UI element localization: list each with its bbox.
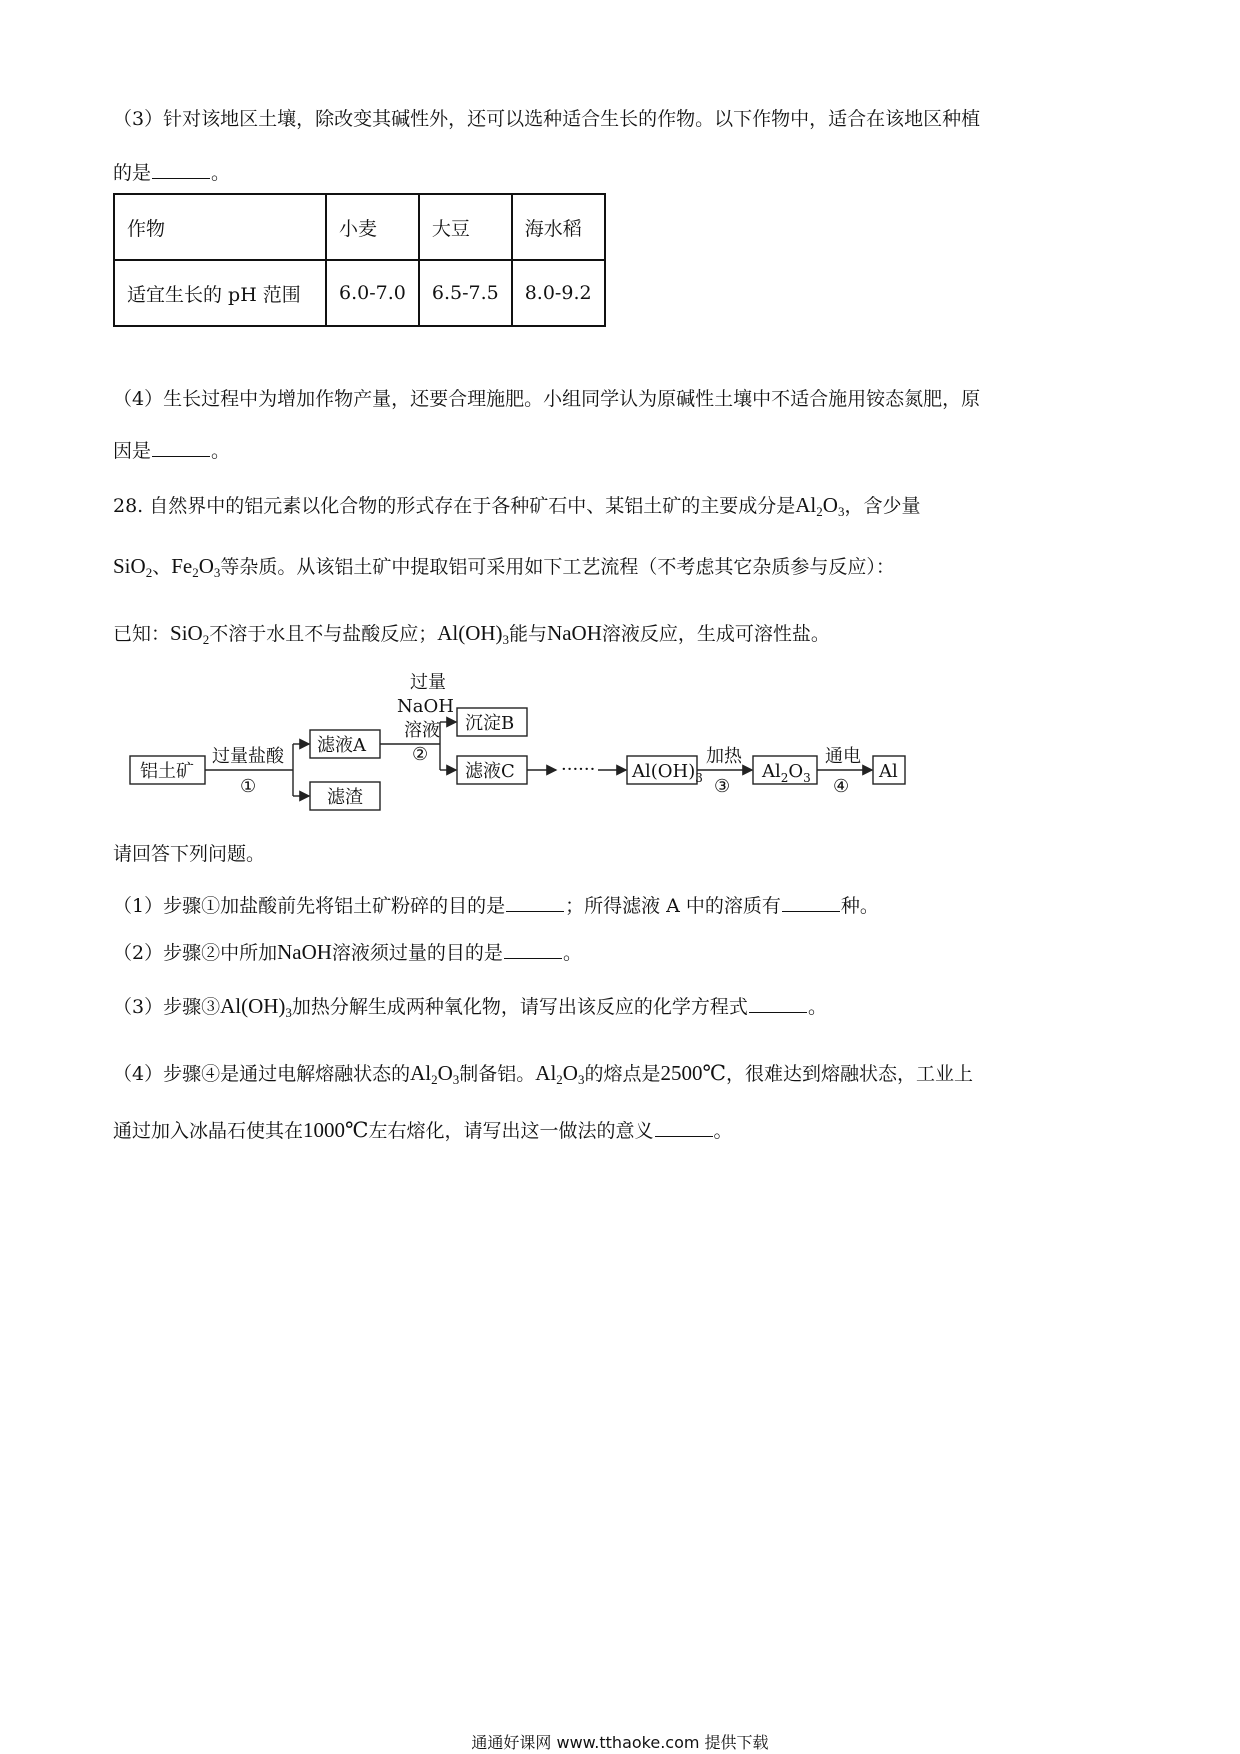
q28-sub3-text: 加热分解生成两种氧化物，请写出该反应的化学方程式 [291, 996, 748, 1018]
ore-label: 铝土矿 [140, 761, 194, 782]
formula-aloh3 [437, 621, 509, 645]
q27-part4-text: 因是 [113, 440, 152, 462]
table-cell: 6.5-7.5 [419, 260, 512, 326]
q28-sub2 [113, 942, 582, 963]
q28-known-line [113, 621, 830, 647]
q28-sub1-text: 种。 [840, 895, 879, 917]
formula-part: Al(OH) [220, 994, 286, 1018]
separator: 、 [152, 556, 172, 578]
crop-ph-table [113, 193, 606, 327]
q27-part4-line1: （4）生长过程中为增加作物产量，还要合理施肥。小组同学认为原碱性土壤中不适合施用铵态氮肥，原 [113, 388, 981, 410]
step1-reagent: 过量盐酸 [212, 746, 284, 767]
table-cell: 作物 [114, 194, 326, 260]
table-cell: 小麦 [326, 194, 419, 260]
formula-sub: 2 [431, 1072, 438, 1087]
formula-part: O [788, 761, 804, 782]
q28-sub4-text: （4）步骤④是通过电解熔融状态的 [113, 1063, 411, 1085]
formula-sub: 3 [803, 771, 811, 785]
formula-naoh: NaOH [547, 621, 602, 645]
q27-part4-line2 [113, 440, 230, 461]
q28-sub2-text: 溶液须过量的目的是 [331, 942, 503, 964]
q28-sub1 [113, 895, 879, 916]
formula-part: O [822, 493, 838, 517]
step2-reagent-line3: 溶液 [404, 720, 440, 741]
formula-sub: 2 [145, 565, 153, 580]
q28-sub4-text: 通过加入冰晶石使其在 [113, 1120, 304, 1142]
formula-part: Al [535, 1061, 557, 1085]
answer-blank[interactable] [749, 996, 807, 1013]
formula-naoh: NaOH [277, 940, 332, 964]
ellipsis: ······ [561, 759, 596, 780]
q28-intro-text: 等杂质。从该铝土矿中提取铝可采用如下工艺流程（不考虑其它杂质参与反应）： [220, 556, 895, 578]
filtrate-c-label: 滤液C [465, 761, 515, 782]
formula-part: O [437, 1061, 453, 1085]
step2-number: ② [412, 744, 429, 765]
filtrate-a-label: 滤液A [317, 735, 366, 756]
q28-prompt: 请回答下列问题。 [113, 843, 266, 865]
formula-sub: 3 [577, 1072, 585, 1087]
step2-reagent-line1: 过量 [410, 672, 446, 693]
answer-blank[interactable] [152, 162, 210, 179]
formula-sub: 2 [780, 771, 789, 785]
formula-al2o3 [795, 493, 844, 517]
q28-intro-line1 [113, 493, 921, 519]
step3-condition: 加热 [706, 746, 742, 767]
answer-blank[interactable] [782, 895, 840, 912]
formula-part: SiO [170, 621, 203, 645]
step4-condition: 通电 [825, 746, 861, 767]
formula-fe2o3 [171, 554, 220, 578]
answer-blank[interactable] [506, 895, 564, 912]
formula-al2o3 [410, 1061, 459, 1085]
formula-part: Al(OH) [632, 761, 696, 782]
q28-sub4-line1 [113, 1061, 973, 1087]
formula-sub: 3 [837, 504, 845, 519]
formula-sub: 2 [202, 632, 210, 647]
formula-part: Al [762, 761, 781, 782]
answer-blank[interactable] [152, 440, 210, 457]
q27-part3-line2 [113, 162, 230, 183]
q27-part3-line1: （3）针对该地区土壤，除改变其碱性外，还可以选种适合生长的作物。以下作物中，适合在该地区种植 [113, 108, 981, 130]
al-label: Al [879, 761, 898, 782]
formula-aloh3 [220, 994, 292, 1018]
formula-sub: 3 [285, 1005, 292, 1020]
formula-al2o3 [535, 1061, 584, 1085]
known-text: 溶液反应，生成可溶性盐。 [601, 623, 830, 645]
aloh3-label [631, 761, 703, 785]
q28-sub4-line2 [113, 1120, 733, 1141]
step1-number: ① [240, 776, 257, 797]
al2o3-label [761, 761, 811, 785]
formula-sio2 [113, 554, 152, 578]
formula-part: O [198, 554, 214, 578]
precip-b-label: 沉淀B [465, 713, 515, 734]
table-cell: 海水稻 [512, 194, 605, 260]
q28-sub4-text: 制备铝。 [459, 1063, 536, 1085]
known-text: 能与 [509, 623, 548, 645]
q28-sub2-text: 。 [562, 942, 582, 964]
formula-sub: 3 [452, 1072, 460, 1087]
q28-intro-line2 [113, 554, 895, 580]
step2-reagent-line2: NaOH [397, 696, 454, 717]
residue-label: 滤渣 [327, 787, 363, 808]
step4-number: ④ [833, 776, 850, 797]
known-text: 不溶于水且不与盐酸反应； [209, 623, 438, 645]
q28-sub2-text: （2）步骤②中所加 [113, 942, 278, 964]
footer-source: 通通好课网 www.tthaoke.com 提供下载 [471, 1733, 769, 1752]
formula-part: O [562, 1061, 578, 1085]
answer-blank[interactable] [655, 1120, 713, 1137]
q28-intro-text: 28. 自然界中的铝元素以化合物的形式存在于各种矿石中、某铝土矿的主要成分是 [113, 495, 796, 517]
temperature-2500: 2500℃ [660, 1061, 726, 1085]
process-flow-diagram [120, 670, 980, 820]
formula-sub: 3 [213, 565, 221, 580]
q28-sub1-text: （1）步骤①加盐酸前先将铝土矿粉碎的目的是 [113, 895, 506, 917]
known-label: 已知： [113, 623, 171, 645]
q28-sub3-text: （3）步骤③ [113, 996, 221, 1018]
q28-sub4-text: ，很难达到熔融状态，工业上 [725, 1063, 973, 1085]
table-header-row [114, 194, 605, 260]
formula-sio2 [170, 621, 209, 645]
table-cell: 8.0-9.2 [512, 260, 605, 326]
formula-sub: 2 [192, 565, 199, 580]
table-row [114, 260, 605, 326]
formula-sub: 2 [556, 1072, 563, 1087]
answer-blank[interactable] [504, 942, 562, 959]
q28-sub1-text: ；所得滤液 A 中的溶质有 [565, 895, 781, 917]
formula-part: Al(OH) [437, 621, 503, 645]
q28-sub4-text: 左右熔化，请写出这一做法的意义 [368, 1120, 654, 1142]
q27-part4-end: 。 [211, 440, 231, 462]
formula-sub: 3 [502, 632, 510, 647]
formula-part: Fe [171, 554, 193, 578]
formula-sub: 3 [695, 771, 703, 785]
q28-intro-text: ，含少量 [844, 495, 921, 517]
table-cell: 适宜生长的 pH 范围 [114, 260, 326, 326]
temperature-1000: 1000℃ [303, 1118, 369, 1142]
q27-part3-end: 。 [211, 162, 231, 184]
formula-sub: 2 [816, 504, 823, 519]
formula-part: Al [410, 1061, 432, 1085]
q28-sub4-text: 的熔点是 [584, 1063, 661, 1085]
q27-part3-text: 的是 [113, 162, 152, 184]
q28-sub3-text: 。 [807, 996, 827, 1018]
table-cell: 大豆 [419, 194, 512, 260]
formula-part: Al [795, 493, 817, 517]
table-cell: 6.0-7.0 [326, 260, 419, 326]
q28-sub3 [113, 994, 827, 1020]
step3-number: ③ [714, 776, 731, 797]
q28-sub4-text: 。 [713, 1120, 733, 1142]
formula-part: SiO [113, 554, 146, 578]
